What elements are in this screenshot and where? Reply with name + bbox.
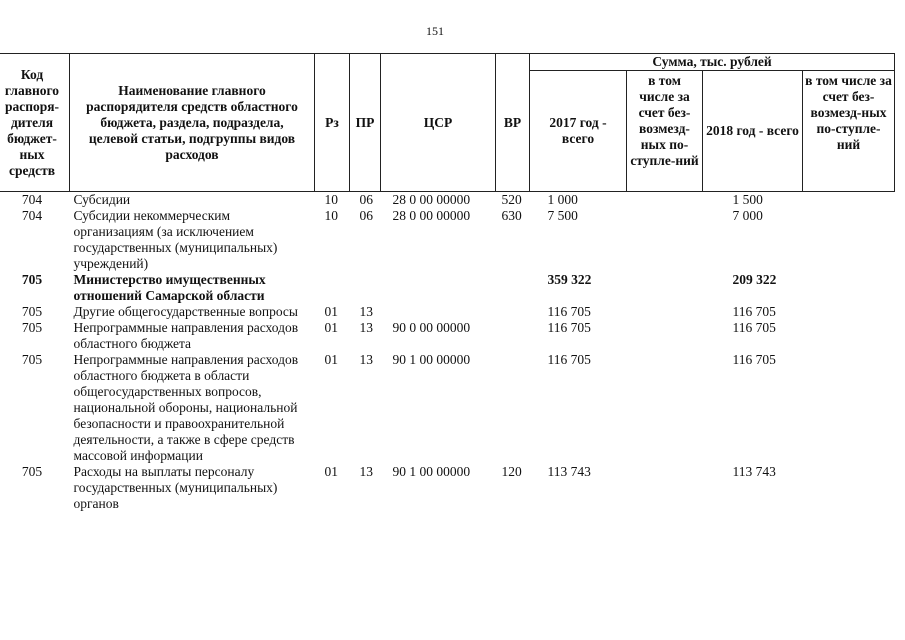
cell-csr: 28 0 00 00000 [392, 208, 471, 223]
cell-name: Непрограммные направления расходов областного бюджета [73, 320, 299, 351]
cell-code: 705 [21, 304, 43, 319]
cell-csr [381, 304, 496, 320]
cell-pr: 13 [359, 352, 373, 367]
cell-2017-total: 116 705 [547, 304, 591, 319]
cell-2018-free [803, 304, 895, 320]
table-row [0, 192, 895, 209]
header-sum: Сумма, тыс. рублей [530, 54, 895, 71]
cell-csr: 90 1 00 00000 [392, 352, 471, 367]
cell-2017-free [627, 320, 703, 352]
cell-name: Непрограммные направления расходов областного бюджета в области общегосударственных вопросов, национальной обороны, национальной безопасности и правоохранительной деятельности, а также в сфере средств массовой информации [73, 352, 299, 463]
cell-2017-free [627, 464, 703, 512]
cell-name: Расходы на выплаты персоналу государственных (муниципальных) органов [73, 464, 278, 511]
cell-pr: 06 [350, 192, 381, 209]
cell-2018-total: 116 705 [732, 320, 776, 335]
cell-rz: 01 [324, 304, 338, 319]
cell-vr: 120 [501, 464, 522, 479]
cell-2017-free [627, 352, 703, 464]
cell-csr [381, 272, 496, 304]
cell-2018-total: 113 743 [732, 464, 776, 479]
cell-2017-free [627, 208, 703, 272]
cell-2018-total: 209 322 [732, 272, 777, 287]
header-vr: ВР [496, 54, 530, 192]
page-number: 151 [426, 24, 444, 38]
table-row [0, 352, 895, 464]
cell-name: Субсидии [70, 192, 315, 209]
cell-2018-free [803, 192, 895, 209]
cell-vr [496, 272, 530, 304]
header-2018-free: в том числе за счет без-возмезд-ных по-ступле-ний [803, 71, 895, 192]
cell-code: 705 [21, 464, 43, 479]
cell-2018-free [803, 320, 895, 352]
cell-vr [496, 320, 530, 352]
cell-2018-total: 1 500 [703, 192, 803, 209]
budget-table [0, 53, 895, 512]
cell-pr [350, 272, 381, 304]
cell-2018-total: 7 000 [732, 208, 763, 223]
header-name: Наименование главного распорядителя средств областного бюджета, раздела, подраздела, целевой статьи, подгруппы видов расходов [70, 54, 315, 192]
cell-2018-free [803, 272, 895, 304]
cell-name: Субсидии некоммерческим организациям (за исключением государственных (муниципальных) учреждений) [73, 208, 278, 271]
cell-vr: 520 [496, 192, 530, 209]
cell-2018-free [803, 352, 895, 464]
cell-csr: 28 0 00 00000 [381, 192, 496, 209]
cell-pr: 13 [359, 304, 373, 319]
table-row [0, 208, 895, 272]
cell-csr: 90 0 00 00000 [392, 320, 471, 335]
header-2017-total: 2017 год - всего [530, 71, 627, 192]
cell-vr [496, 304, 530, 320]
cell-rz: 01 [324, 320, 338, 335]
header-rz: Рз [315, 54, 350, 192]
cell-code: 704 [21, 208, 43, 223]
cell-2017-total: 359 322 [547, 272, 592, 287]
table-header [0, 54, 895, 192]
cell-name: Министерство имущественных отношений Самарской области [73, 272, 266, 303]
header-code: Код главного распоря-дителя бюджет-ных средств [0, 54, 70, 192]
cell-pr: 06 [359, 208, 373, 223]
header-csr: ЦСР [381, 54, 496, 192]
cell-2018-free [803, 464, 895, 512]
cell-2018-total: 116 705 [732, 304, 776, 319]
header-2017-free: в том числе за счет без-возмезд-ных по-ступле-ний [627, 71, 703, 192]
cell-rz: 10 [324, 208, 338, 223]
cell-pr: 13 [359, 320, 373, 335]
cell-2017-total: 7 500 [547, 208, 578, 223]
cell-2017-total: 116 705 [547, 320, 591, 335]
cell-2017-free [627, 272, 703, 304]
cell-2017-free [627, 304, 703, 320]
cell-rz [315, 272, 350, 304]
cell-code: 705 [21, 272, 43, 287]
cell-2017-free [627, 192, 703, 209]
table-row [0, 304, 895, 320]
cell-vr [496, 352, 530, 464]
cell-vr: 630 [501, 208, 522, 223]
cell-code: 705 [21, 320, 43, 335]
cell-rz: 10 [315, 192, 350, 209]
cell-2017-total: 113 743 [547, 464, 591, 479]
cell-csr: 90 1 00 00000 [392, 464, 471, 479]
cell-2018-free [803, 208, 895, 272]
cell-pr: 13 [359, 464, 373, 479]
header-pr: ПР [350, 54, 381, 192]
table-body [0, 192, 895, 513]
cell-rz: 01 [324, 464, 338, 479]
table-row [0, 464, 895, 512]
cell-2017-total: 1 000 [530, 192, 627, 209]
cell-code: 705 [21, 352, 43, 367]
table-row [0, 272, 895, 304]
cell-2017-total: 116 705 [547, 352, 591, 367]
header-2018-total: 2018 год - всего [703, 71, 803, 192]
cell-rz: 01 [324, 352, 338, 367]
cell-name: Другие общегосударственные вопросы [73, 304, 298, 319]
cell-code: 704 [0, 192, 70, 209]
cell-2018-total: 116 705 [732, 352, 776, 367]
table-row [0, 320, 895, 352]
